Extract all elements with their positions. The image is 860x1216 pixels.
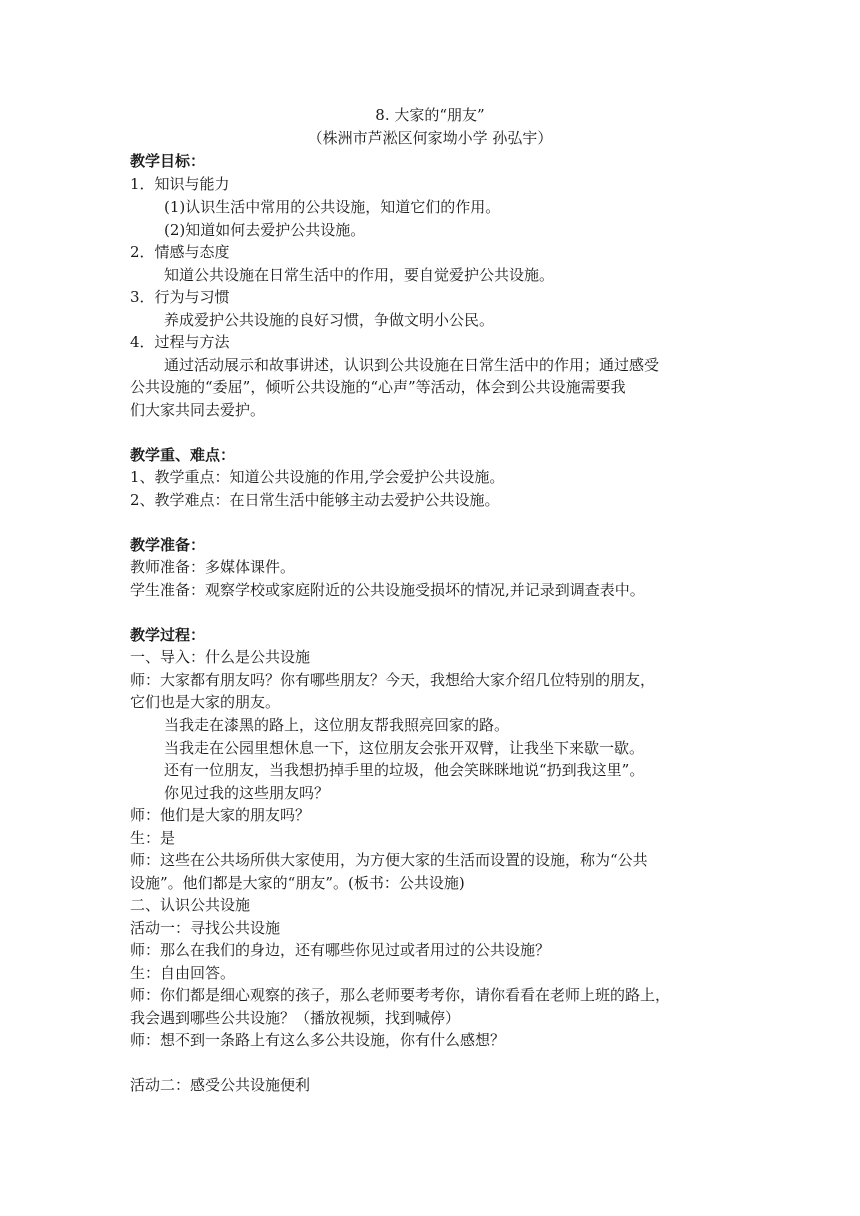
objective-item-4-text-2: 公共设施的“委屈”，倾听公共设施的“心声”等活动，体会到公共设施需要我 [130,378,626,396]
process-line: 师：大家都有朋友吗？你有哪些朋友？今天，我想给大家介绍几位特别的朋友， [130,671,656,689]
keypoints-heading: 教学重、难点： [130,446,236,464]
objective-item-1: 1．知识与能力 [130,175,230,193]
objective-item-4-text-1: 通过活动展示和故事讲述，认识到公共设施在日常生活中的作用；通过感受 [164,356,660,374]
activity-1-line: 师：你们都是细心观察的孩子，那么老师要考考你，请你看看在老师上班的路上， [130,986,671,1004]
preparation-teacher: 教师准备：多媒体课件。 [130,558,296,576]
process-line: 还有一位朋友，当我想扔掉手里的垃圾，他会笑眯眯地说“扔到我这里”。 [164,761,645,779]
objective-item-2-text: 知道公共设施在日常生活中的作用，要自觉爱护公共设施。 [164,266,555,284]
objective-item-2: 2．情感与态度 [130,243,230,261]
preparation-heading: 教学准备： [130,536,206,554]
process-line: 当我走在漆黑的路上，这位朋友帮我照亮回家的路。 [164,716,510,734]
process-part-2: 二、认识公共设施 [130,896,251,914]
keypoint-item-1: 1、教学重点：知道公共设施的作用,学会爱护公共设施。 [130,468,505,486]
objective-item-1-sub-1: (1)认识生活中常用的公共设施，知道它们的作用。 [164,198,501,216]
activity-1-line: 我会遇到哪些公共设施？（播放视频，找到喊停） [130,1009,461,1027]
objective-item-3: 3．行为与习惯 [130,288,230,306]
activity-1-line: 师：想不到一条路上有这么多公共设施，你有什么感想？ [130,1031,506,1049]
objective-item-1-sub-2: (2)知道如何去爱护公共设施。 [164,221,366,239]
objective-item-4: 4．过程与方法 [130,333,230,351]
process-line: 它们也是大家的朋友。 [130,693,281,711]
keypoint-item-2: 2、教学难点：在日常生活中能够主动去爱护公共设施。 [130,491,500,509]
document-title: 8. 大家的“朋友” [375,106,485,124]
process-line: 师：他们是大家的朋友吗？ [130,806,311,824]
process-line: 当我走在公园里想休息一下，这位朋友会张开双臂，让我坐下来歇一歇。 [164,739,645,757]
process-line: 生：是 [130,829,176,847]
objectives-heading: 教学目标： [130,152,206,170]
process-heading: 教学过程： [130,626,206,644]
process-line: 你见过我的这些朋友吗？ [164,784,330,802]
objective-item-3-text: 养成爱护公共设施的良好习惯，争做文明小公民。 [164,311,495,329]
document-author: （株洲市芦淞区何家坳小学 孙弘宇） [307,129,553,147]
activity-1-line: 生：自由回答。 [130,964,236,982]
process-line: 设施”。他们都是大家的“朋友”。(板书：公共设施) [130,874,465,892]
preparation-student: 学生准备：观察学校或家庭附近的公共设施受损坏的情况,并记录到调查表中。 [130,581,645,599]
activity-1-line: 师：那么在我们的身边，还有哪些你见过或者用过的公共设施？ [130,941,551,959]
activity-1-heading: 活动一：寻找公共设施 [130,919,281,937]
activity-2-heading: 活动二：感受公共设施便利 [130,1076,311,1094]
process-part-1: 一、导入：什么是公共设施 [130,648,311,666]
process-line: 师：这些在公共场所供大家使用，为方便大家的生活而设置的设施，称为“公共 [130,851,648,869]
objective-item-4-text-3: 们大家共同去爱护。 [130,401,266,419]
